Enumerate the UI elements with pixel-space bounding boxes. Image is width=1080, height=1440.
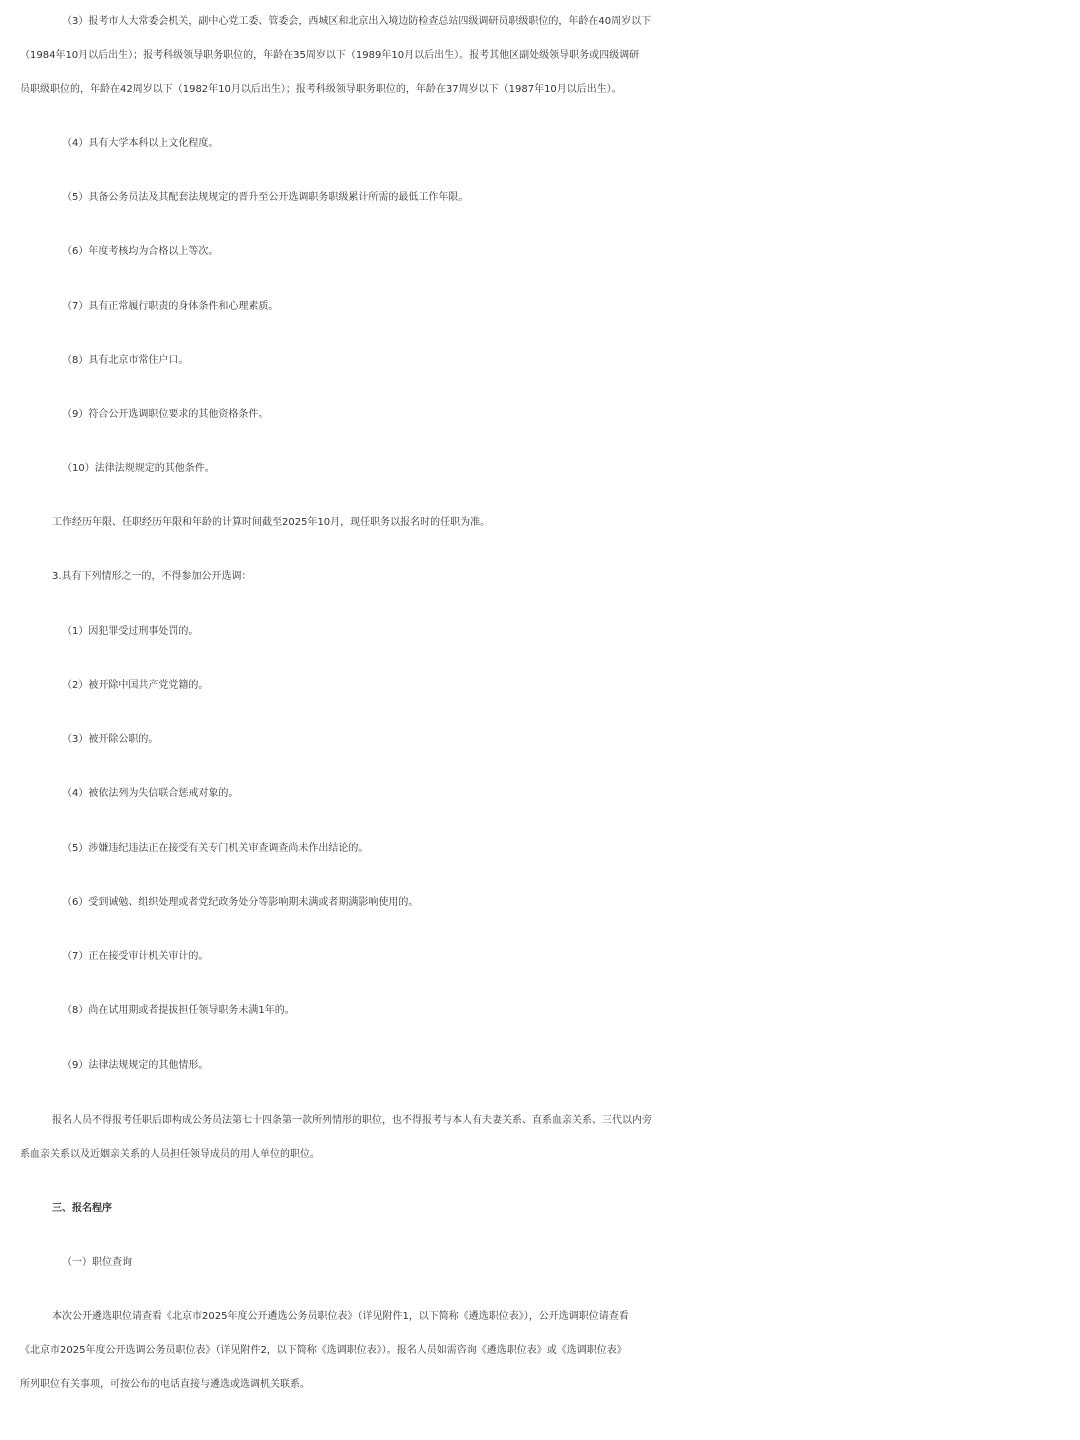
condition-3-line-2: （1984年10月以后出生）；报考科级领导职务职位的，年龄在35周岁以下（1989年10月以后出生）。报考其他区副处级领导职务或四级调研 — [20, 50, 640, 61]
subsection-position-query: （一）职位查询 — [62, 1257, 132, 1268]
restriction-para-line-2: 系血亲关系以及近姻亲关系的人员担任领导成员的用人单位的职位。 — [20, 1149, 320, 1160]
condition-8: （8）具有北京市常住户口。 — [62, 355, 189, 366]
exclusion-2: （2）被开除中国共产党党籍的。 — [62, 680, 209, 691]
exclusion-8: （8）尚在试用期或者提拔担任领导职务未满1年的。 — [62, 1005, 295, 1016]
restriction-para-line-1: 报名人员不得报考任职后即构成公务员法第七十四条第一款所列情形的职位，也不得报考与本人有夫妻关系、直系血亲关系、三代以内旁 — [52, 1115, 652, 1126]
position-query-line-2: 《北京市2025年度公开选调公务员职位表》（详见附件2，以下简称《选调职位表》）。报名人员如需咨询《遴选职位表》或《选调职位表》 — [20, 1345, 627, 1356]
position-query-line-1: 本次公开遴选职位请查看《北京市2025年度公开遴选公务员职位表》（详见附件1，以下简称《遴选职位表》），公开选调职位请查看 — [52, 1311, 629, 1322]
exclusion-3: （3）被开除公职的。 — [62, 734, 159, 745]
position-query-line-3: 所列职位有关事项，可按公布的电话直接与遴选或选调机关联系。 — [20, 1379, 310, 1390]
time-calculation-note: 工作经历年限、任职经历年限和年龄的计算时间截至2025年10月，现任职务以报名时的任职为准。 — [52, 517, 491, 528]
condition-7: （7）具有正常履行职责的身体条件和心理素质。 — [62, 301, 279, 312]
exclusion-1: （1）因犯罪受过刑事处罚的。 — [62, 626, 199, 637]
exclusion-7: （7）正在接受审计机关审计的。 — [62, 951, 209, 962]
condition-9: （9）符合公开选调职位要求的其他资格条件。 — [62, 409, 269, 420]
condition-10: （10）法律法规规定的其他条件。 — [62, 463, 215, 474]
exclusion-4: （4）被依法列为失信联合惩戒对象的。 — [62, 788, 239, 799]
exclusion-intro: 3.具有下列情形之一的，不得参加公开选调： — [52, 571, 252, 582]
condition-3-line-1: （3）报考市人大常委会机关，副中心党工委、管委会，西城区和北京出入境边防检查总站四级调研员职级职位的，年龄在40周岁以下 — [62, 16, 652, 27]
section-heading-registration: 三、报名程序 — [52, 1203, 112, 1214]
condition-4: （4）具有大学本科以上文化程度。 — [62, 138, 219, 149]
exclusion-5: （5）涉嫌违纪违法正在接受有关专门机关审查调查尚未作出结论的。 — [62, 843, 369, 854]
exclusion-6: （6）受到诫勉、组织处理或者党纪政务处分等影响期未满或者期满影响使用的。 — [62, 897, 419, 908]
condition-3-line-3: 员职级职位的，年龄在42周岁以下（1982年10月以后出生）；报考科级领导职务职位的，年龄在37周岁以下（1987年10月以后出生）。 — [20, 84, 622, 95]
condition-5: （5）具备公务员法及其配套法规规定的晋升至公开选调职务职级累计所需的最低工作年限。 — [62, 192, 469, 203]
exclusion-9: （9）法律法规规定的其他情形。 — [62, 1060, 209, 1071]
condition-6: （6）年度考核均为合格以上等次。 — [62, 246, 219, 257]
